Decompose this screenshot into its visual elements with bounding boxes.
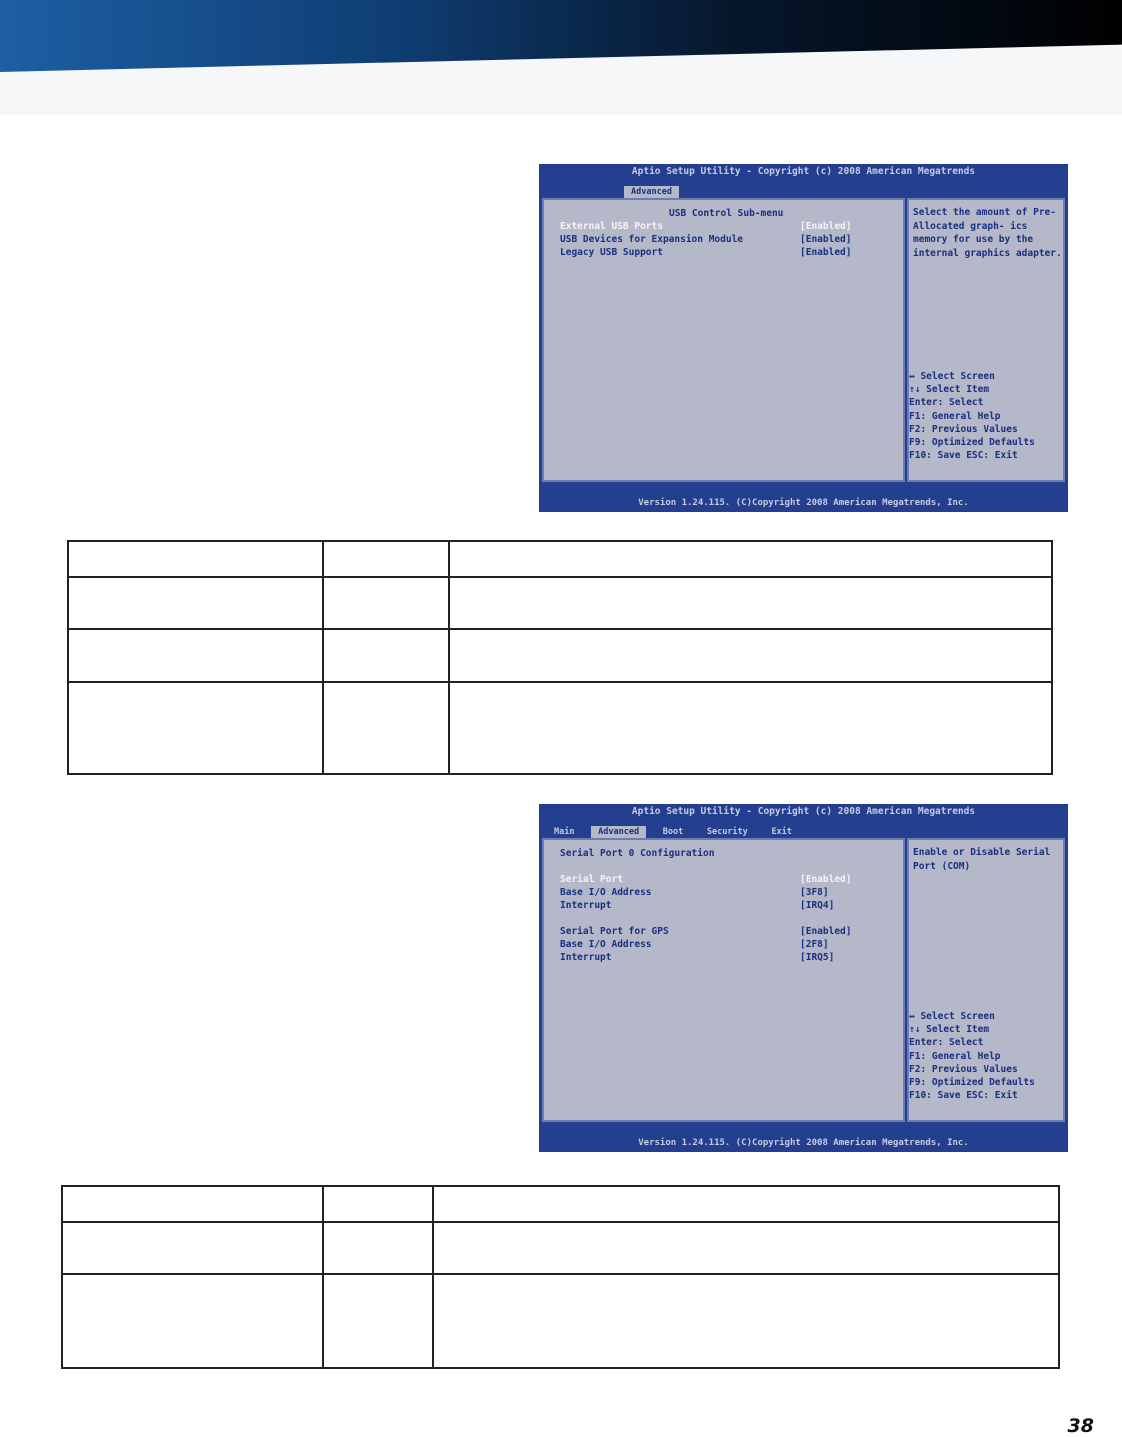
key-hint: ↔ Select Screen — [909, 371, 995, 382]
tab-advanced[interactable]: Advanced — [624, 186, 679, 198]
table-cell — [68, 682, 323, 774]
bios-tab-bar — [624, 179, 679, 197]
key-hint: F1: General Help — [909, 1050, 1001, 1062]
bios-setting-row[interactable] — [560, 887, 860, 900]
tab-exit[interactable]: Exit — [771, 827, 792, 837]
table-row — [68, 682, 1052, 774]
table-cell — [449, 682, 1052, 774]
setting-value[interactable]: [IRQ5] — [800, 952, 835, 963]
bios-setting-row[interactable] — [560, 234, 860, 247]
bios-footer: Version 1.24.115. (C)Copyright 2008 American Megatrends, Inc. — [638, 498, 969, 508]
bios-footer: Version 1.24.115. (C)Copyright 2008 American Megatrends, Inc. — [638, 1138, 969, 1148]
key-hint: ↔ Select Screen — [909, 1011, 995, 1022]
setting-value[interactable]: [Enabled] — [800, 221, 852, 232]
setting-value[interactable]: [Enabled] — [800, 874, 852, 885]
setting-label: Serial Port — [560, 874, 623, 885]
setting-label: Base I/O Address — [560, 887, 652, 898]
key-hint: F10: Save ESC: Exit — [909, 450, 1018, 462]
table-cell — [449, 577, 1052, 629]
table-cell — [68, 577, 323, 629]
setting-label: Interrupt — [560, 952, 612, 963]
setting-label: Base I/O Address — [560, 939, 652, 950]
setting-value[interactable]: [3F8] — [800, 887, 829, 898]
bios-help-panel — [907, 198, 1065, 482]
setting-label: Interrupt — [560, 900, 612, 911]
tab-boot[interactable]: Boot — [662, 827, 684, 837]
bios-title: Aptio Setup Utility - Copyright (c) 2008 American Megatrends — [631, 806, 976, 817]
key-hint: F1: General Help — [909, 410, 1001, 422]
table-row — [62, 1274, 1059, 1368]
setting-label: Serial Port for GPS — [560, 926, 669, 937]
tab-security[interactable]: Security — [706, 827, 748, 837]
bios-setting-row[interactable] — [560, 952, 860, 965]
bios-screenshot-serial — [539, 804, 1068, 1152]
bios-tab-bar — [547, 819, 799, 837]
bios-setting-row[interactable] — [560, 874, 860, 887]
bios-key-legend — [909, 1010, 1065, 1102]
usb-settings-table — [67, 540, 1053, 775]
bios-settings-panel — [542, 198, 905, 482]
table-cell — [449, 629, 1052, 682]
table-row — [62, 1222, 1059, 1274]
table-cell — [323, 629, 449, 682]
table-row — [68, 629, 1052, 682]
key-hint: F9: Optimized Defaults — [909, 1077, 1035, 1089]
bios-help-text: Select the amount of Pre-Allocated graph- ics memory for use by the internal graphics adapter. — [913, 207, 1062, 259]
bios-setting-row[interactable] — [560, 221, 860, 234]
bios-setting-row[interactable] — [560, 926, 860, 939]
table-cell — [68, 541, 323, 577]
key-hint: F9: Optimized Defaults — [909, 437, 1035, 449]
table-header-row — [62, 1186, 1059, 1222]
key-hint: ↑↓ Select Item — [909, 1024, 990, 1036]
bios-setting-row[interactable] — [560, 900, 860, 913]
setting-label: USB Devices for Expansion Module — [560, 234, 744, 245]
key-hint: F10: Save ESC: Exit — [909, 1090, 1018, 1102]
bios-section-heading: Serial Port 0 Configuration — [560, 848, 715, 859]
table-cell — [323, 1274, 433, 1368]
table-row — [68, 577, 1052, 629]
table-cell — [323, 541, 449, 577]
key-hint: F2: Previous Values — [909, 1063, 1018, 1075]
key-hint: ↑↓ Select Item — [909, 384, 990, 396]
bios-key-legend — [909, 370, 1065, 462]
table-cell — [323, 1186, 433, 1222]
setting-value[interactable]: [IRQ4] — [800, 900, 835, 911]
tab-main[interactable]: Main — [554, 827, 575, 837]
bios-screenshot-usb — [539, 164, 1068, 512]
setting-label: External USB Ports — [560, 221, 663, 232]
serial-settings-table — [61, 1185, 1060, 1369]
bios-title: Aptio Setup Utility - Copyright (c) 2008 American Megatrends — [631, 166, 976, 177]
bios-setting-row[interactable] — [560, 247, 860, 260]
bios-help-panel — [907, 838, 1065, 1122]
table-cell — [449, 541, 1052, 577]
bios-settings-panel — [542, 838, 905, 1122]
table-cell — [323, 1222, 433, 1274]
key-hint: Enter: Select — [909, 1037, 984, 1049]
table-cell — [433, 1274, 1059, 1368]
table-cell — [433, 1222, 1059, 1274]
setting-value[interactable]: [2F8] — [800, 939, 829, 950]
table-cell — [433, 1186, 1059, 1222]
table-cell — [62, 1222, 323, 1274]
table-cell — [62, 1186, 323, 1222]
bios-section-heading: USB Control Sub-menu — [669, 208, 784, 219]
table-cell — [323, 682, 449, 774]
table-header-row — [68, 541, 1052, 577]
setting-value[interactable]: [Enabled] — [800, 234, 852, 245]
page-number: 38 — [1067, 1415, 1094, 1437]
bios-setting-row[interactable] — [560, 939, 860, 952]
key-hint: F2: Previous Values — [909, 423, 1018, 435]
key-hint: Enter: Select — [909, 397, 984, 409]
bios-help-text: Enable or Disable Serial Port (COM) — [913, 847, 1051, 872]
setting-value[interactable]: [Enabled] — [800, 247, 852, 258]
table-cell — [323, 577, 449, 629]
setting-label: Legacy USB Support — [560, 247, 663, 258]
table-cell — [62, 1274, 323, 1368]
setting-value[interactable]: [Enabled] — [800, 926, 852, 937]
table-cell — [68, 629, 323, 682]
tab-advanced[interactable]: Advanced — [591, 826, 646, 838]
